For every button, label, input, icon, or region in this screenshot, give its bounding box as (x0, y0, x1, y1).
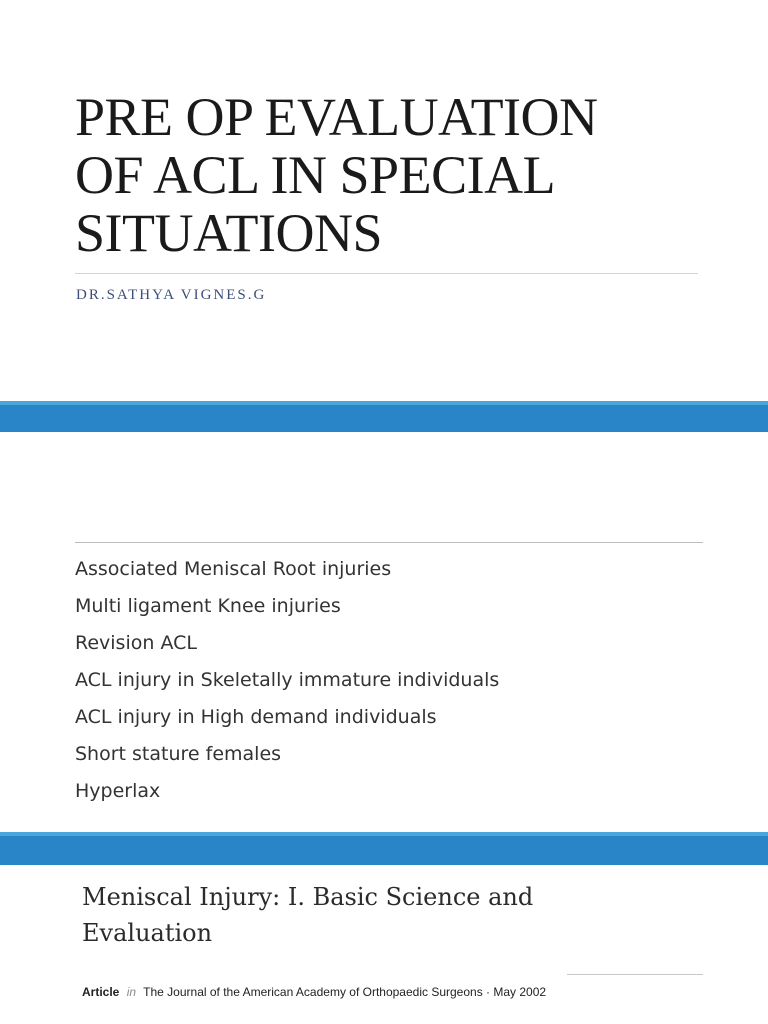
article-title-line: Meniscal Injury: I. Basic Science and (82, 883, 534, 911)
title-line: OF ACL IN SPECIAL (75, 145, 556, 205)
list-item: Multi ligament Knee injuries (75, 595, 341, 617)
article-title (82, 879, 602, 951)
list-item: Revision ACL (75, 632, 197, 654)
topic-list (75, 551, 499, 810)
title-divider (75, 273, 698, 274)
slide-separator (0, 401, 768, 432)
list-item: Short stature females (75, 743, 282, 765)
journal-name[interactable]: The Journal of the American Academy of Orthopaedic Surgeons · May 2002 (143, 985, 547, 999)
list-item: ACL injury in Skeletally immature individuals (75, 669, 500, 691)
list-divider (75, 542, 703, 543)
list-item: ACL injury in High demand individuals (75, 706, 437, 728)
citation-type: Article (82, 985, 120, 999)
list-item: Associated Meniscal Root injuries (75, 558, 392, 580)
title-line: PRE OP EVALUATION (75, 87, 598, 147)
list-item: Hyperlax (75, 780, 161, 802)
separator-highlight (0, 832, 768, 836)
separator-highlight (0, 401, 768, 405)
article-citation (82, 985, 546, 999)
article-title-line: Evaluation (82, 919, 213, 947)
title-slide (0, 0, 768, 401)
topics-slide (0, 432, 768, 832)
reference-slide (0, 865, 768, 1024)
author-name: DR.SATHYA VIGNES.G (76, 287, 267, 303)
slide-separator (0, 832, 768, 865)
reference-divider (567, 974, 703, 975)
title-line: SITUATIONS (75, 203, 383, 263)
slide-title (75, 88, 715, 262)
citation-in: in (126, 985, 137, 999)
